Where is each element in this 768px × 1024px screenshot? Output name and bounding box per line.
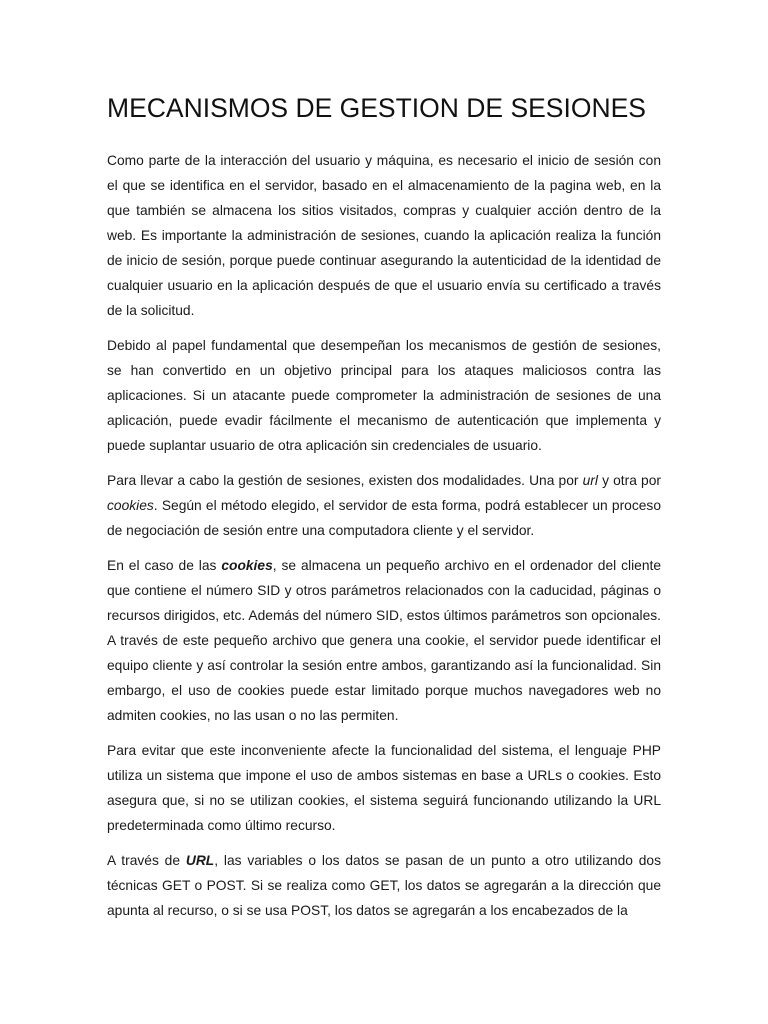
cookies-term: cookies — [221, 558, 273, 573]
paragraph-text: A través de — [107, 853, 186, 868]
document-body — [107, 148, 661, 933]
url-term: URL — [185, 853, 215, 868]
cookies-term: cookies — [107, 498, 154, 513]
paragraph-text: y otra por — [597, 473, 661, 488]
paragraph-text: Para llevar a cabo la gestión de sesiones, existen dos modalidades. Una por — [107, 473, 583, 488]
paragraph-session-modalities — [107, 468, 661, 543]
paragraph-session-attacks: Debido al papel fundamental que desempeñan los mecanismos de gestión de sesiones, se han convertido en un objetivo principal para los ataques maliciosos contra las aplicaciones. Si un atacante puede comprometer la administración de sesiones de una aplicación, puede evadir fácilmente el mecanismo de autenticación que implementa y puede suplantar usuario de otra aplicación sin credenciales de usuario. — [107, 338, 661, 453]
cookies-term-bold — [221, 558, 272, 573]
paragraph-php: Para evitar que este inconveniente afecte la funcionalidad del sistema, el lenguaje PHP utiliza un sistema que impone el uso de ambos sistemas en base a URLs o cookies. Esto asegura que, si no se utilizan cookies, el sistema seguirá funcionando utilizando la URL predeterminada como último recurso. — [107, 743, 661, 833]
paragraph-text: , las variables o los datos se pasan de un punto a otro utilizando dos técnicas GET o POST. Si se realiza como GET, los datos se agregarán a la dirección que apunta al recurso, o si se usa POST, los datos se agregarán a los encabezados de la — [107, 853, 661, 918]
paragraph-text: . Según el método elegido, el servidor de esta forma, podrá establecer un proceso de negociación de sesión entre una computadora cliente y el servidor. — [107, 498, 661, 538]
paragraph-session-intro: Como parte de la interacción del usuario y máquina, es necesario el inicio de sesión con el que se identifica en el servidor, basado en el almacenamiento de la pagina web, en la que también se almacena los sitios visitados, compras y cualquier acción dentro de la web. Es importante la administración de sesiones, cuando la aplicación realiza la función de inicio de sesión, porque puede continuar asegurando la autenticidad de la identidad de cualquier usuario en la aplicación después de que el usuario envía su certificado a través de la solicitud. — [107, 153, 661, 318]
paragraph-cookies — [107, 553, 661, 728]
document-title: MECANISMOS DE GESTION DE SESIONES — [107, 93, 646, 123]
url-term: url — [582, 473, 598, 488]
paragraph-url — [107, 848, 661, 923]
paragraph-text: En el caso de las — [107, 558, 222, 573]
url-term-bold — [186, 853, 214, 868]
paragraph-text: , se almacena un pequeño archivo en el ordenador del cliente que contiene el número SID y otros parámetros relacionados con la caducidad, páginas o recursos dirigidos, etc. Además del número SID, estos últimos parámetros son opcionales. A través de este pequeño archivo que genera una cookie, el servidor puede identificar el equipo cliente y así controlar la sesión entre ambos, garantizando así la funcionalidad. Sin embargo, el uso de cookies puede estar limitado porque muchos navegadores web no admiten cookies, no las usan o no las permiten. — [107, 558, 661, 723]
